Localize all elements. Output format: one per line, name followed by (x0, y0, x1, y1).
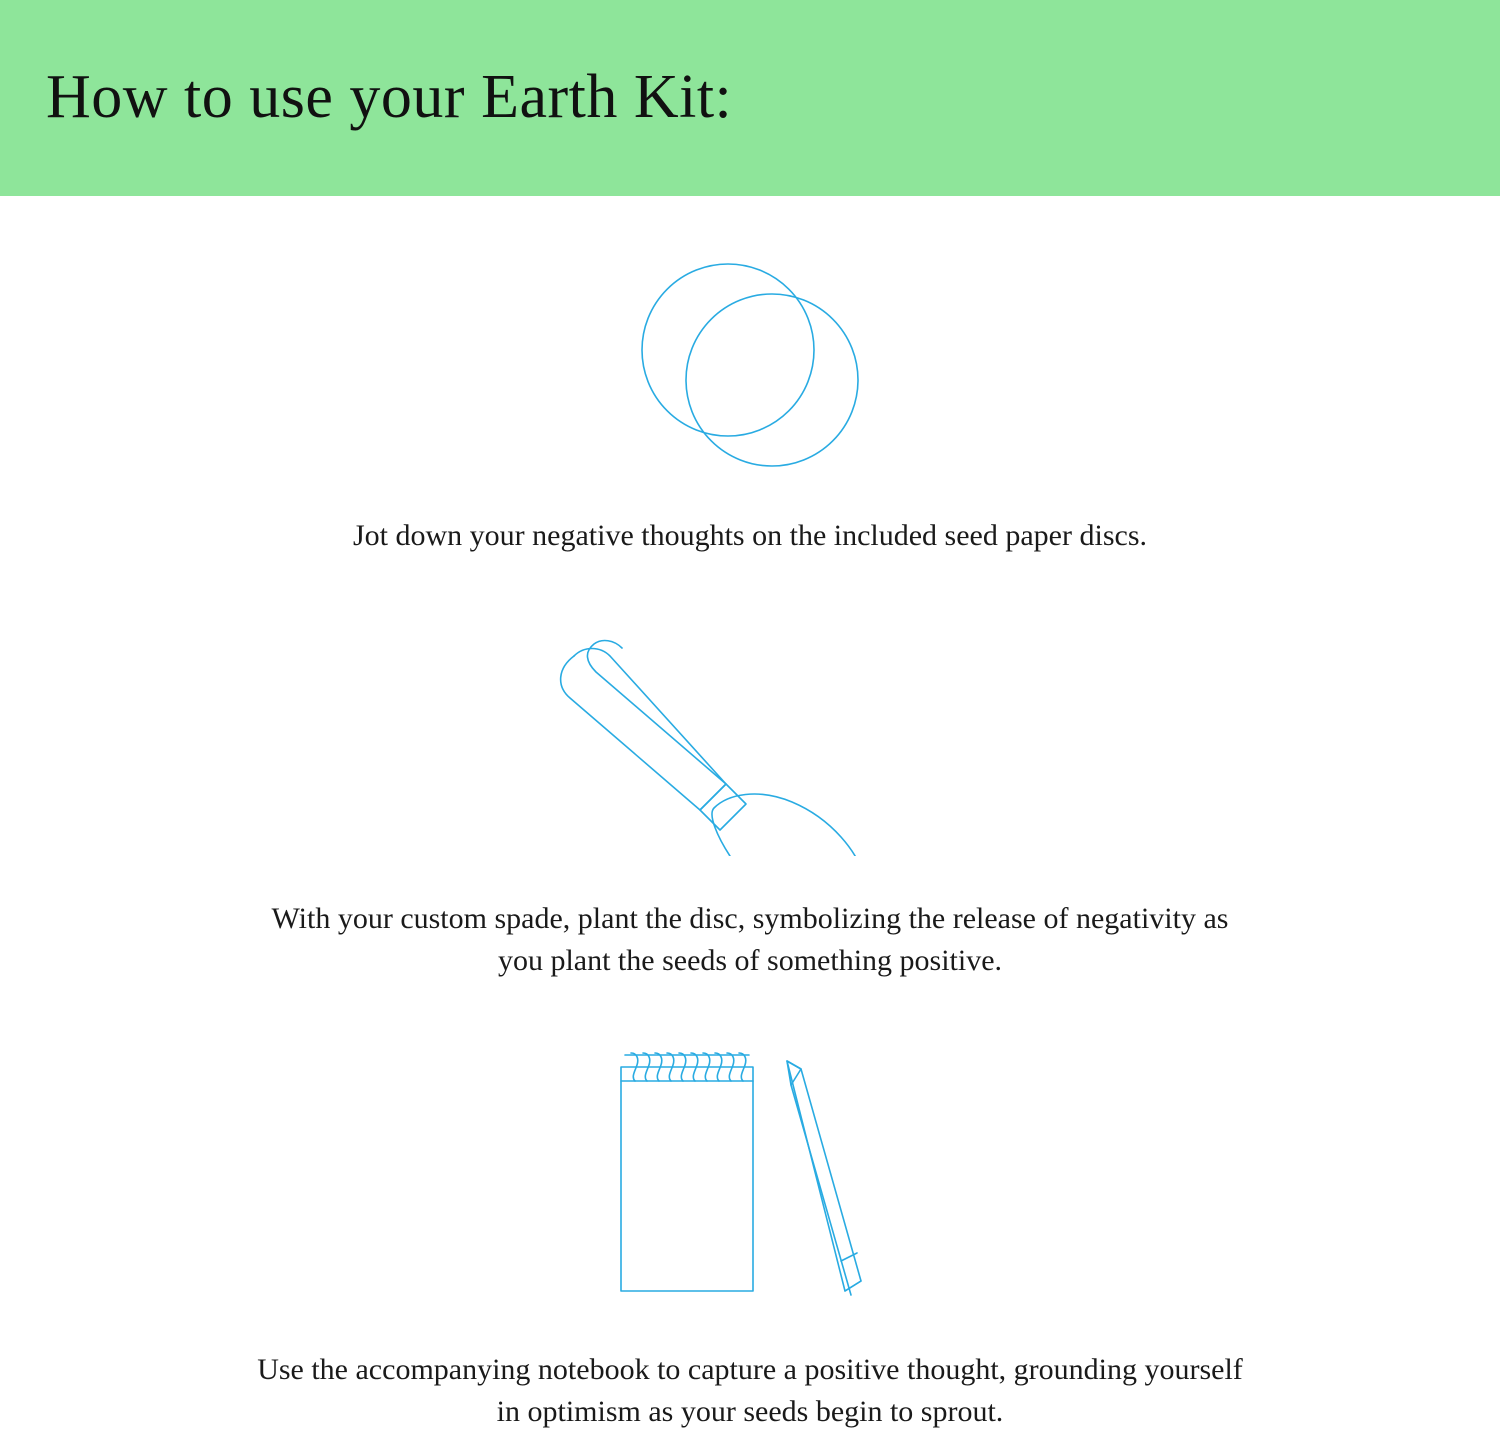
step-item (0, 196, 1500, 558)
steps-list (0, 196, 1500, 1434)
garden-spade-icon (550, 634, 950, 856)
step-caption: Use the accompanying notebook to capture a positive thought, grounding yourself in optimism as your seeds begin to sprout. (257, 1352, 1243, 1429)
step-caption: Jot down your negative thoughts on the included seed paper discs. (352, 519, 1147, 552)
step-item (0, 558, 1500, 983)
notebook-and-pencil-icon (605, 1045, 895, 1305)
page-title: How to use your Earth Kit: (46, 63, 733, 132)
header-band (0, 0, 1500, 196)
step-item (0, 983, 1500, 1434)
step-illustration (605, 1045, 895, 1305)
step-illustration (620, 258, 880, 473)
step-illustration (550, 634, 950, 856)
seed-paper-discs-icon (620, 258, 880, 473)
step-caption: With your custom spade, plant the disc, symbolizing the release of negativity as you plant the seeds of something positive. (271, 901, 1229, 978)
